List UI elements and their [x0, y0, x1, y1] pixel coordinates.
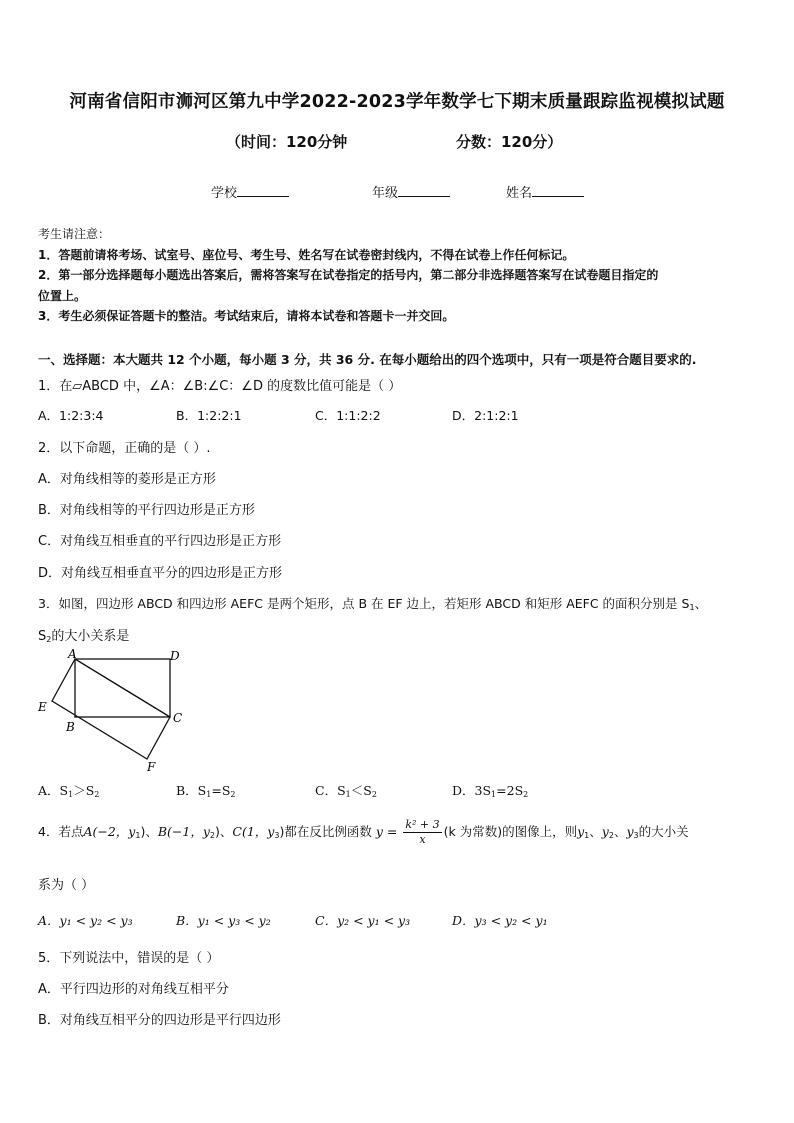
label-b: B	[66, 720, 75, 734]
label-c: C	[173, 711, 183, 725]
q1-stem: 1．在▱ABCD 中，∠A：∠B:∠C：∠D 的度数比值可能是（ ）	[38, 379, 402, 394]
notice-item-3: 3．考生必须保证答题卡的整洁。考试结束后，请将本试卷和答题卡一并交回。	[38, 309, 455, 323]
notice-item-2-cont: 位置上。	[38, 289, 87, 303]
q1-option-c: C．1:1:2:2	[315, 408, 381, 423]
exam-time: （时间：120分钟	[226, 133, 348, 151]
grade-field: 年级	[372, 182, 450, 201]
school-blank	[237, 184, 289, 197]
q4-option-a: A．y₁ < y₂ < y₃	[38, 913, 133, 928]
q2-option-b: B．对角线相等的平行四边形是正方形	[38, 503, 255, 518]
q2-option-c: C．对角线互相垂直的平行四边形是正方形	[38, 534, 282, 549]
q2-stem: 2．以下命题，正确的是（ ）.	[38, 441, 211, 456]
q2-option-a: A．对角线相等的菱形是正方形	[38, 472, 216, 487]
q4-option-c: C．y₂ < y₁ < y₃	[315, 913, 411, 928]
exam-score: 分数：120分）	[456, 133, 563, 151]
q1-option-a: A．1:2:3:4	[38, 408, 104, 423]
q3-option-d: D．$3S_1=2S_2$	[452, 783, 529, 799]
q1-option-d: D．2:1:2:1	[452, 408, 519, 423]
q4-fraction: $\frac{\text{k² + 3}}{x}$	[405, 818, 440, 846]
q3-figure	[30, 645, 200, 775]
exam-title: 河南省信阳市浉河区第九中学2022-2023学年数学七下期末质量跟踪监视模拟试题	[69, 92, 725, 112]
school-field: 学校	[211, 182, 289, 201]
q4-option-d: D．y₃ < y₂ < y₁	[452, 913, 548, 928]
q5-option-a: A．平行四边形的对角线互相平分	[38, 982, 229, 997]
section-heading: 一、选择题：本大题共 12 个小题，每小题 3 分，共 36 分. 在每小题给出的四个选项中，只有一项是符合题目要求的.	[38, 352, 697, 367]
label-e: E	[38, 700, 47, 714]
q3-option-c: C．$S_1<S_2$	[315, 783, 377, 799]
label-a: A	[68, 647, 77, 661]
q4-option-b: B．y₁ < y₃ < y₂	[176, 913, 271, 928]
notice-heading: 考生请注意：	[38, 227, 111, 241]
q3-stem-line1: 3．如图，四边形 ABCD 和四边形 AEFC 是两个矩形，点 B 在 EF 边上，若矩形 ABCD 和矩形 AEFC 的面积分别是 $S_1$、	[38, 596, 708, 612]
q4-stem-line1: 4．若点A(−2，$y_1$)、B(−1，$y_2$)、C(1，$y_3$)都在反比例函数 y = $\frac{\text{k² + 3}}{x}$ (k 为常数)的图像上，则$y_1$、$y_2$、$y_3$的大小关	[38, 818, 689, 846]
q5-option-b: B．对角线互相平分的四边形是平行四边形	[38, 1013, 281, 1028]
notice-item-2: 2．第一部分选择题每小题选出答案后，需将答案写在试卷指定的括号内，第二部分非选择题答案写在试卷题目指定的	[38, 268, 659, 282]
label-f: F	[147, 760, 156, 774]
q3-stem-line2: $S_2$的大小关系是	[38, 629, 130, 644]
grade-blank	[398, 184, 450, 197]
name-field: 姓名	[506, 182, 584, 201]
q1-option-b: B．1:2:2:1	[176, 408, 242, 423]
name-blank	[532, 184, 584, 197]
q2-option-d: D．对角线互相垂直平分的四边形是正方形	[38, 566, 283, 581]
q4-stem-line2: 系为（ ）	[38, 878, 95, 893]
q5-stem: 5．下列说法中，错误的是（ ）	[38, 951, 220, 966]
rect-aefc	[52, 659, 170, 759]
q3-option-a: A．$S_1>S_2$	[38, 783, 100, 799]
notice-item-1: 1．答题前请将考场、试室号、座位号、考生号、姓名写在试卷密封线内，不得在试卷上作任何标记。	[38, 248, 575, 262]
label-d: D	[170, 649, 180, 663]
q3-option-b: B．$S_1=S_2$	[176, 783, 236, 799]
